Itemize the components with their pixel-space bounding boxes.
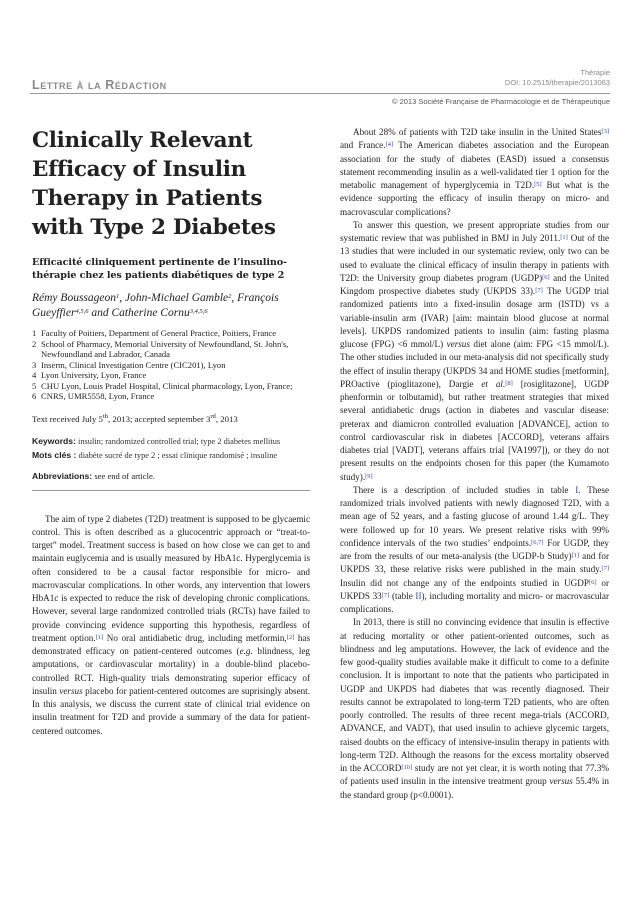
affiliation-item: 1 Faculty of Poitiers, Department of General Practice, Poitiers, France	[32, 328, 277, 338]
citation-link[interactable]: [5]	[534, 181, 542, 188]
header-rule	[30, 93, 610, 94]
body-paragraph: About 28% of patients with T2D take insulin in the United States[3] and France.[4] The American diabetes association and the European association for the study of diabetes (EASD) issued a consensus statement recommending insulin as a well-validated tier 1 option for the metabolic management of hyperglycemia in T2D.[5] But what is the evidence supporting the efficacy of insulin therapy on micro- and macrovascular complications?	[340, 127, 609, 217]
citation-link[interactable]: [6]	[588, 578, 597, 586]
author-name: François Gueyffier	[32, 292, 279, 319]
body-paragraph: There is a description of included studies in table I. These randomized trials involved patients with newly diagnosed T2D, with a mean age of 52 years, and a fasting glucose of around 1.44 g/L. They were followed up for 10 years. We present relative risks with 99% confidence intervals of the two studies’ endpoints.[6,7] For UGDP, they are from the results of our meta-analysis (the UGDP-b Study)[1] and for UKPDS 33, these relative risks were published in the main study.[7] Insulin did not change any of the endpoints studied in UGDP[6] or UKPDS 33[7] (table II), including mortality and micro- or macrovascular complications.	[340, 484, 610, 614]
affiliation-item: 5 CHU Lyon, Louis Pradel Hospital, Clinical pharmacology, Lyon, France;	[32, 380, 293, 391]
left-body-text	[32, 513, 310, 738]
citation-link[interactable]: [1]	[95, 633, 104, 641]
affiliation-item: 3 Inserm, Clinical Investigation Centre (CIC201), Lyon	[32, 359, 226, 370]
citation-link[interactable]: [7]	[381, 591, 390, 599]
copyright-notice: © 2013 Société Française de Pharmacologie et de Thérapeutique	[391, 97, 610, 106]
french-subtitle: Efficacité cliniquement pertinente de l’insulino-thérapie chez les patients diabétiques de type 2	[32, 257, 287, 281]
author-name: John-Michael Gamble	[125, 292, 229, 304]
citation-link[interactable]: [1]	[571, 552, 580, 559]
author-affiliation-sup: 2	[228, 293, 232, 300]
affiliation-item: 6 CNRS, UMR5558, Lyon, France	[32, 391, 155, 401]
keywords-block	[32, 436, 310, 461]
citation-link[interactable]: [4]	[385, 141, 394, 149]
keywords-fr: Mots clés : diabète sucré de type 2 ; essai clinique randomisé ; insuline	[32, 449, 278, 460]
keywords-en: Keywords: insulin; randomized controlled trial; type 2 diabetes mellitus	[32, 435, 281, 446]
citation-link[interactable]: [1]	[560, 234, 568, 241]
journal-info	[505, 68, 610, 88]
title-line: Clinically Relevant	[32, 128, 253, 153]
journal-name: Thérapie	[580, 68, 610, 77]
article-title	[32, 126, 310, 242]
section-label: Lettre à la Rédaction	[32, 78, 167, 92]
citation-link[interactable]: [6,7]	[531, 538, 544, 546]
right-column	[340, 126, 609, 802]
citation-link[interactable]: [8]	[505, 379, 513, 387]
table-link[interactable]: I	[575, 484, 579, 495]
body-paragraph: To answer this question, we present appropriate studies from our systematic review that was published in BMJ in July 2011.[1] Out of the 13 studies that were included in our systematic review, only two can be used to evaluate the clinical efficacy of insulin therapy in patients with T2D: the University group diabetes program (UGDP)[6] and the United Kingdom prospective diabetes study (UKPDS 33).[7] The UGDP trial randomized patients into a fixed-insulin dosage arm (ISTD) vs a variable-insulin arm (IVAR) [aim: maintain blood glucose at normal levels]. UKPDS randomized patients to insulin (aim: fasting plasma glucose (FPG) <6 mmol/L) versus diet alone (aim: FPG <15 mmol/L). The other studies included in our meta-analysis did not specifically study the effect of insulin therapy (UKPDS 34 and HOME studies [metformin], PROactive (pioglitazone), Dargie et al.[8] [rosiglitazone], UGDP phenformin or tolbutamid), but rather treatment strategies that mixed several antidiabetic drugs (action in diabetes and vascular disease: preterax and diamicron controlled evaluation [ADVANCE], action to control cardiovascular risk in diabetes [ACCORD], veterans affairs diabetes trial [VADT], veterans affairs trial [VA1997]), or they do not present results on the endpoints chosen for this paper (the Kumamoto study).[9]	[340, 219, 610, 482]
author-name: Rémy Boussageon	[32, 292, 116, 304]
abbreviations-note: Abbreviations: see end of article.	[32, 470, 155, 481]
doi[interactable]: DOI: 10.2515/therapie/2013063	[504, 78, 610, 87]
citation-link[interactable]: [2]	[286, 633, 295, 641]
citation-link[interactable]: [3]	[601, 128, 609, 135]
author-list: Rémy Boussageon$^1$, John-Michael Gamble$^2$, François Gueyffier$^{4,5,6}$ and Catherine Cornu$^{3,4,5,6}$	[32, 292, 279, 319]
author-affiliation-sup: 3,4,5,6	[189, 307, 208, 315]
affiliation-item: 4 Lyon University, Lyon, France	[32, 370, 147, 380]
title-line: with Type 2 Diabetes	[32, 215, 276, 240]
received-dates: Text received July 5th, 2013; accepted september 3rd, 2013	[32, 412, 238, 424]
citation-link[interactable]: [7]	[601, 565, 609, 573]
affiliation-item: 2 School of Pharmacy, Memorial University of Newfoundland, St. John's, Newfoundland and Labrador, Canada	[32, 338, 289, 359]
front-matter-rule	[32, 490, 310, 491]
author-affiliation-sup: 1	[116, 293, 120, 300]
author-affiliation-sup: 4,5,6	[75, 307, 89, 315]
body-paragraph: The aim of type 2 diabetes (T2D) treatment is supposed to be glycaemic control. This is often described as a glucocentric approach or “treat-to-target” model. Treatment success is based on how close we can get to and maintain euglycemia and is usually measured by HbA1c. Hyperglycemia is often considered to be a causal factor responsible for micro- and macrovascular complications. In other words, any intervention that lowers HbA1c is expected to reduce the risk of developing chronic complications. However, several large randomized controlled trials (RCTs) have failed to provide convincing evidence supporting this hypothesis, regardless of treatment option.[1] No oral antidiabetic drug, including metformin,[2] has demonstrated efficacy on patient-centered outcomes (e.g. blindness, leg amputations, or cardiovascular mortality) in a double-blind placebo-controlled RCT. High-quality trials demonstrating superior efficacy of insulin versus placebo for patient-centered outcomes are suprisingly absent. In this analysis, we discuss the current state of clinical trial evidence on insulin treatment for T2D and provide a summary of the data for patient-centered outcomes.	[32, 513, 310, 736]
citation-link[interactable]: [6]	[542, 273, 550, 281]
table-link[interactable]: II	[415, 590, 422, 601]
title-line: Therapy in Patients	[32, 186, 263, 211]
affiliation-list	[32, 328, 310, 402]
body-paragraph: In 2013, there is still no convincing evidence that insulin is effective at reducing mortality or other patient-oriented outcomes, such as blindness and leg amputations. However, the lack of evidence and the few good-quality studies available make it difficult to come to a definite conclusion. It is important to note that the patients who participated in UGDP and UKPDS had diabetes that was recently diagnosed. Their results cannot be extrapolated to long-term T2D patients, who are often poorly controlled. The results of three recent mega-trials (ACCORD, ADVANCE, and VADT), that used insulin to achieve glycemic targets, raised doubts on the efficacy of intensive-insulin therapy in patients with long-term T2D. Although the reasons for the excess mortality observed in the ACCORD[10] study are not yet clear, it is worth noting that 77.3% of patients used insulin in the intensive treatment group versus 55.4% in the standard group (p<0.0001).	[340, 617, 609, 800]
author-name: Catherine Cornu	[111, 306, 190, 319]
citation-link[interactable]: [9]	[365, 472, 373, 480]
left-column	[32, 126, 310, 738]
citation-link[interactable]: [7]	[535, 287, 543, 294]
title-line: Efficacy of Insulin	[32, 157, 246, 182]
citation-link[interactable]: [10]	[401, 764, 413, 771]
